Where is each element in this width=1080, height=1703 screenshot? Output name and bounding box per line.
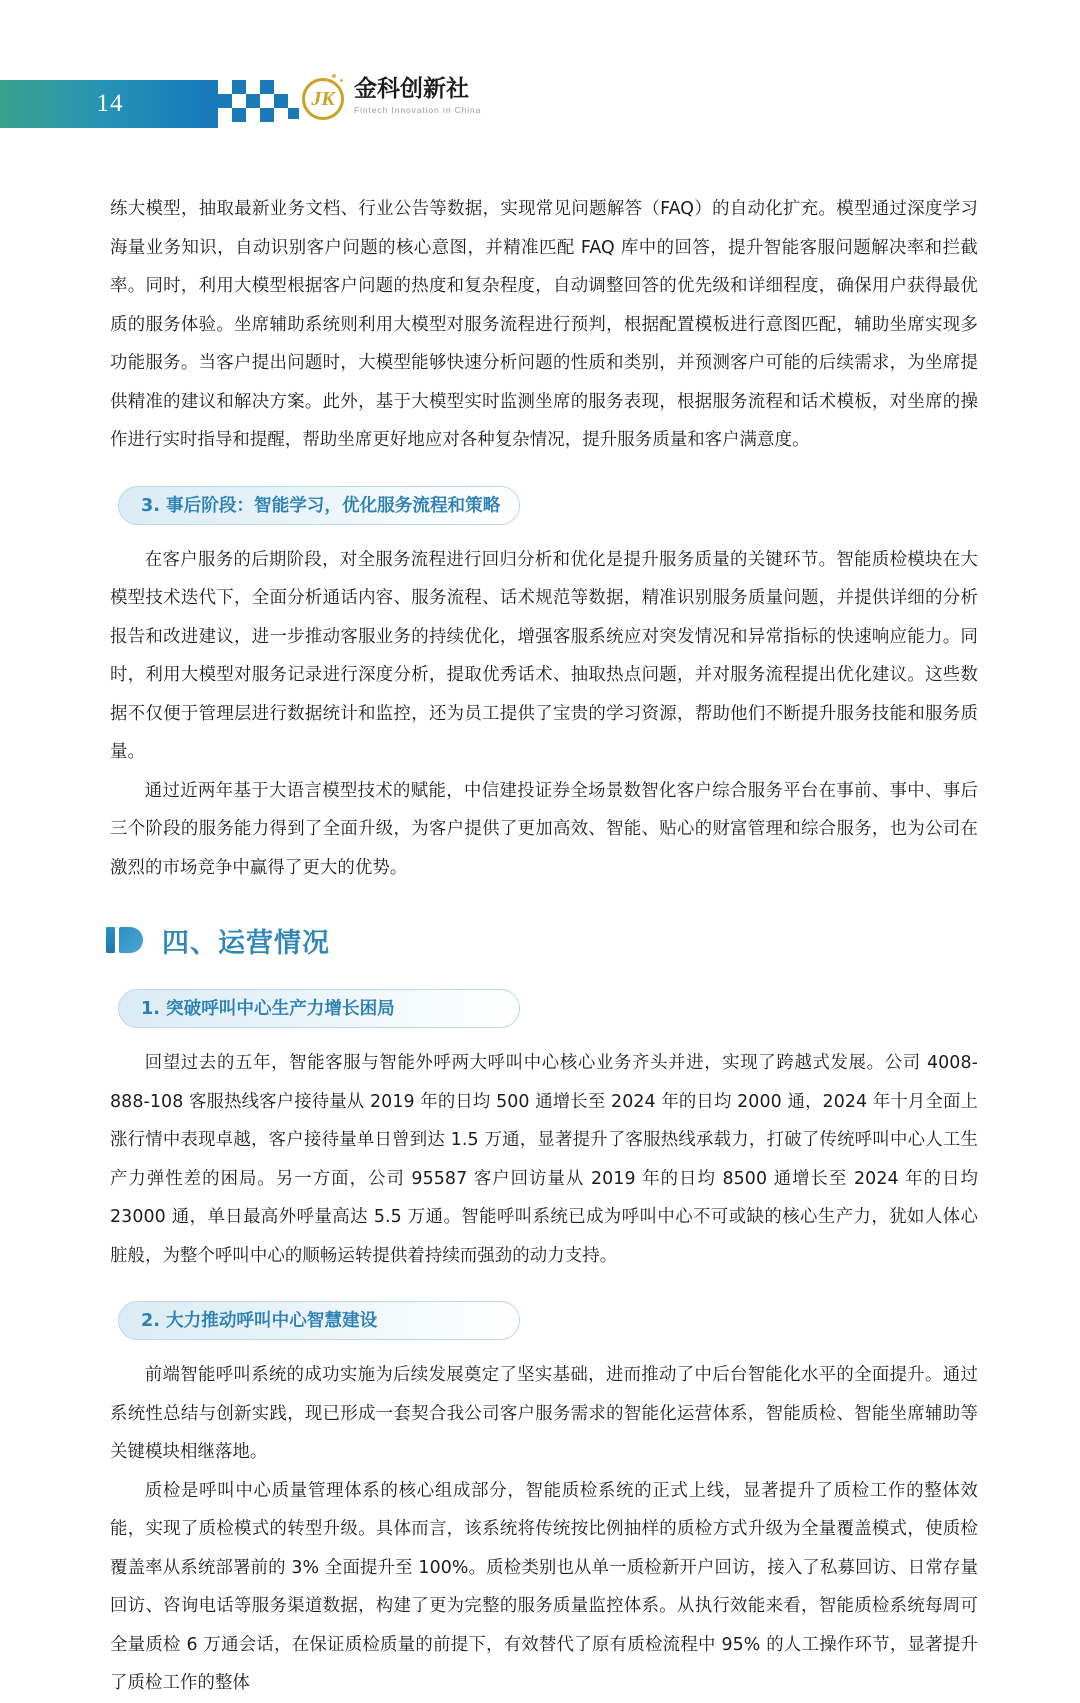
- subheading-4-2-label: 2. 大力推动呼叫中心智慧建设: [141, 1311, 378, 1331]
- subheading-4-1-callcenter: [118, 989, 520, 1028]
- paragraph-4-1-1: 回望过去的五年，智能客服与智能外呼两大呼叫中心核心业务齐头并进，实现了跨越式发展。公司 4008-888-108 客服热线客户接待量从 2019 年的日均 500 通增长至 2024 年的日均 2000 通，2024 年十月全面上涨行情中表现卓越，客户接待量单日曾到达 1.5 万通，显著提升了客服热线承载力，打破了传统呼叫中心人工生产力弹性差的困局。另一方面，公司 95587 客户回访量从 2019 年的日均 8500 通增长至 2024 年的日均 23000 通，单日最高外呼量高达 5.5 万通。智能呼叫系统已成为呼叫中心不可或缺的核心生产力，犹如人体心脏般，为整个呼叫中心的顺畅运转提供着持续而强劲的动力支持。: [110, 1053, 978, 1266]
- logo-sparkle-dot-1: [332, 74, 336, 78]
- subheading-3-label: 3. 事后阶段：智能学习，优化服务流程和策略: [141, 495, 501, 516]
- bar-play-icon: [104, 926, 152, 954]
- subheading-4-2-smartbuild: [118, 1301, 520, 1340]
- paragraph-3-2: 通过近两年基于大语言模型技术的赋能，中信建投证券全场景数智化客户综合服务平台在事前、事中、事后三个阶段的服务能力得到了全面升级，为客户提供了更加高效、智能、贴心的财富管理和综合服务，也为公司在激烈的市场竞争中赢得了更大的优势。: [110, 780, 978, 878]
- logo-sparkle-dot-2: [340, 79, 343, 82]
- page-number: 14: [96, 90, 124, 117]
- logo-name-en: Fintech Innovation in China: [354, 105, 482, 115]
- paragraph-3-1: 在客户服务的后期阶段，对全服务流程进行回归分析和优化是提升服务质量的关键环节。智能质检模块在大模型技术迭代下，全面分析通话内容、服务流程、话术规范等数据，精准识别服务质量问题，并提供详细的分析报告和改进建议，进一步推动客服业务的持续优化，增强客服系统应对突发情况和异常指标的快速响应能力。同时，利用大模型对服务记录进行深度分析，提取优秀话术、抽取热点问题，并对服务流程提出优化建议。这些数据不仅便于管理层进行数据统计和监控，还为员工提供了宝贵的学习资源，帮助他们不断提升服务技能和服务质量。: [110, 549, 978, 762]
- paragraph-continued: 练大模型，抽取最新业务文档、行业公告等数据，实现常见问题解答（FAQ）的自动化扩充。模型通过深度学习海量业务知识，自动识别客户问题的核心意图，并精准匹配 FAQ 库中的回答，提升智能客服问题解决率和拦截率。同时，利用大模型根据客户问题的热度和复杂程度，自动调整回答的优先级和详细程度，确保用户获得最优质的服务体验。坐席辅助系统则利用大模型对服务流程进行预判，根据配置模板进行意图匹配，辅助坐席实现多功能服务。当客户提出问题时，大模型能够快速分析问题的性质和类别，并预测客户可能的后续需求，为坐席提供精准的建议和解决方案。此外，基于大模型实时监测坐席的服务表现，根据服务流程和话术模板，对坐席的操作进行实时指导和提醒，帮助坐席更好地应对各种复杂情况，提升服务质量和客户满意度。: [110, 199, 978, 450]
- paragraph-4-2-2: 质检是呼叫中心质量管理体系的核心组成部分，智能质检系统的正式上线，显著提升了质检工作的整体效能，实现了质检模式的转型升级。具体而言，该系统将传统按比例抽样的质检方式升级为全量覆盖模式，使质检覆盖率从系统部署前的 3% 全面提升至 100%。质检类别也从单一质检新开户回访，接入了私募回访、日常存量回访、咨询电话等服务渠道数据，构建了更为完整的服务质量监控体系。从执行效能来看，智能质检系统每周可全量质检 6 万通会话，在保证质检质量的前提下，有效替代了原有质检流程中 95% 的人工操作环节，显著提升了质检工作的整体: [110, 1480, 978, 1693]
- logo-monogram-icon: [298, 74, 350, 126]
- major-heading-operations: [104, 917, 978, 963]
- logo-monogram-text: JK: [311, 88, 335, 110]
- subheading-3-eventafter: [118, 486, 520, 525]
- brand-logo: [298, 68, 488, 130]
- major-heading-label: 四、运营情况: [162, 927, 330, 959]
- logo-sparkle-dot-3: [326, 79, 328, 81]
- bar-icon-segment: [106, 927, 115, 953]
- logo-name-cn: 金科创新社: [354, 76, 469, 102]
- d-icon-segment: [119, 927, 143, 953]
- page-header: [0, 80, 1080, 128]
- paragraph-4-2-1: 前端智能呼叫系统的成功实施为后续发展奠定了坚实基础，进而推动了中后台智能化水平的全面提升。通过系统性总结与创新实践，现已形成一套契合我公司客户服务需求的智能化运营体系，智能质检、智能坐席辅助等关键模块相继落地。: [110, 1365, 978, 1462]
- logo-text-group: [354, 76, 488, 115]
- page-content: [110, 190, 978, 1703]
- subheading-4-1-label: 1. 突破呼叫中心生产力增长困局: [141, 999, 395, 1019]
